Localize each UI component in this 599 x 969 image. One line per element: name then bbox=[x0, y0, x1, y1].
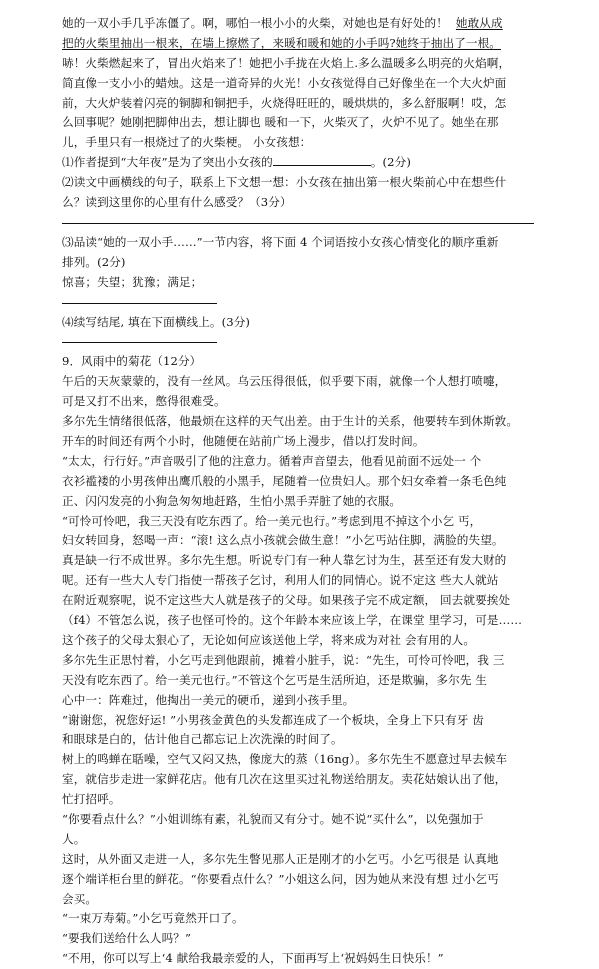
story2-line: 呢。还有一些大人专门指使一帮孩子乞讨，利用人们的同情心。说不定这 些大人就站 bbox=[62, 573, 499, 588]
story2-line: 忙打招呼。 bbox=[62, 792, 121, 807]
story2-line: 人。 bbox=[62, 831, 86, 846]
story1-line: 简直像一支小小的蜡烛。这是一道奇异的火光！小女孩觉得自己好像坐在一个大火炉面 bbox=[62, 75, 507, 90]
story1-line: 她的一双小手几乎冻僵了。啊，哪怕一根小小的火柴，对她也是有好处的！ 她敢从成 bbox=[62, 16, 503, 30]
story2-line: 天没有吃东西了。给一美元也行。”不管这个乞丐是生活所迫，还是欺骗，多尔先 生 bbox=[62, 672, 487, 687]
story2-line: “可怜可怜吧，我三天没有吃东西了。给一美元也行。”考虑到甩不掉这个小乞 丐， bbox=[62, 513, 482, 528]
underlined-sentence: 她敢从成 bbox=[455, 16, 503, 30]
answer-line[interactable] bbox=[62, 332, 217, 343]
story2-line: 树上的鸣蝉在聒噪，空气又闷又热，像庞大的蒸（16ng）。多尔先生不愿意过早去候车 bbox=[62, 752, 508, 767]
story2-line: 逐个端详柜台里的鲜花。“你要看点什么？”小姐这么问，因为她从来没有想 过小乞丐 bbox=[62, 871, 499, 886]
story2-line: 午后的天灰蒙蒙的，没有一丝风。乌云压得很低，似乎要下雨，就像一个人想打喷嚏， bbox=[62, 374, 507, 389]
answer-blank[interactable] bbox=[273, 153, 371, 166]
story2-line: 妇女转回身，怒喝一声：“滚! 这么点小孩就会做生意！”小乞丐站住脚，满脸的失望。 bbox=[62, 533, 504, 548]
story2-line: 会买。 bbox=[62, 891, 98, 906]
story2-line: 多尔先生情绪很低落，他最烦在这样的天气出差。由于生计的关系，他要转车到休斯敦。 bbox=[62, 414, 519, 429]
story1-line: 前，大火炉装着闪亮的铜脚和铜把手，火烧得旺旺的，暖烘烘的，多么舒服啊！哎，怎 bbox=[62, 95, 507, 110]
story2-line: 在附近观察呢，说不定这些大人就是孩子的父母。如果孩子完不成定额， 回去就要挨处 bbox=[62, 593, 511, 608]
story1-line: 儿，手里只有一根烧过了的火柴梗。 小女孩想： bbox=[62, 135, 312, 150]
story2-line: 多尔先生正思忖着，小乞丐走到他跟前，摊着小脏手，说：“先生，可怜可怜吧，我 三 bbox=[62, 652, 505, 667]
section-heading: 9．风雨中的菊花（12分） bbox=[62, 354, 202, 369]
story2-line: 和眼球是白的，估计他自己都忘记上次洗澡的时间了。 bbox=[62, 732, 343, 747]
question-3-words: 惊喜；失望；犹豫；满足； bbox=[62, 274, 203, 289]
story1-line: 么回事呢？她刚把脚伸出去，想让脚也 暖和一下，火柴灭了，火炉不见了。她坐在那 bbox=[62, 115, 499, 130]
story2-line: “你要看点什么？”小姐训练有素，礼貌而又有分寸。她不说“买什么”，以免强加于 bbox=[62, 811, 484, 826]
question-4: ⑷续写结尾, 填在下面横线上。(3分) bbox=[62, 314, 251, 329]
question-1: ⑴作者提到“大年夜”是为了突出小女孩的 。(2分) bbox=[62, 155, 411, 170]
story2-line: 真是缺一行不成世界。多尔先生想。听说专门有一种人靠乞讨为生，甚至还有发大财的 bbox=[62, 553, 507, 568]
story2-line: 室，就信步走进一家鲜花店。他有几次在这里买过礼物送给朋友。卖花姑娘认出了他， bbox=[62, 772, 507, 787]
story2-line: “一束万寿菊。”小乞丐竟然开口了。 bbox=[62, 911, 244, 926]
story2-line: 这时，从外面又走进一人，多尔先生瞥见那人正是刚才的小乞丐。小乞丐很是 认真地 bbox=[62, 851, 499, 866]
story2-line: 这个孩子的父母太狠心了，无论如何应该送他上学，将来成为对社 会有用的人。 bbox=[62, 632, 476, 647]
question-3: ⑶品读“她的一双小手……”一节内容，将下面 4 个词语按小女孩心情变化的顺序重新 bbox=[62, 234, 499, 249]
story2-line: “要我们送给什么人吗？” bbox=[62, 931, 191, 946]
story2-line: 衣衫褴褛的小男孩伸出鹰爪般的小黑手，尾随着一位贵妇人。那个妇女牵着一条毛色纯 bbox=[62, 473, 507, 488]
story2-line: 开车的时间还有两个小时，他随便在站前广场上漫步，借以打发时间。 bbox=[62, 434, 425, 449]
story2-line: 可是又打不出来，憋得很难受。 bbox=[62, 394, 226, 409]
question-2-cont: 么？读到这里你的心里有什么感受？（3分） bbox=[62, 195, 292, 210]
story2-line: 心中一：阵难过，他掏出一美元的硬币，递到小孩手里。 bbox=[62, 692, 355, 707]
story2-line: 正、闪闪发亮的小狗急匆匆地赶路，生怕小黑手弄脏了她的衣服。 bbox=[62, 493, 402, 508]
question-2: ⑵读文中画横线的句子，联系上下文想一想：小女孩在抽出第一根火柴前心中在想些什 bbox=[62, 175, 507, 190]
story2-line: “太太，行行好。”声音吸引了他的注意力。循着声音望去，他看见前面不远处一 个 bbox=[62, 453, 482, 468]
answer-line[interactable] bbox=[62, 213, 534, 224]
story1-line: 哧！火柴燃起来了，冒出火焰来了！她把小手拢在火焰上.多么温暖多么明亮的火焰啊， bbox=[62, 55, 511, 70]
story2-line: “谢谢您，祝您好运! ”小男孩金黄色的头发都连成了一个板块，全身上下只有牙 齿 bbox=[62, 712, 484, 727]
document-page bbox=[62, 14, 542, 969]
question-3-cont: 排列。(2分) bbox=[62, 254, 126, 269]
story2-line: “不用，你可以写上‘4 献给我最亲爱的人，下面再写上‘祝妈妈生日快乐！” bbox=[62, 951, 444, 966]
answer-line[interactable] bbox=[62, 293, 217, 304]
story2-line: （f4）不管怎么说，孩子也怪可怜的。这个年龄本来应该上学，在课堂 里学习，可是…… bbox=[62, 613, 523, 628]
story1-line: 把的火柴里抽出一根来，在墙上擦燃了，来暖和暖和她的小手吗?她终于抽出了一根。 bbox=[62, 35, 501, 50]
